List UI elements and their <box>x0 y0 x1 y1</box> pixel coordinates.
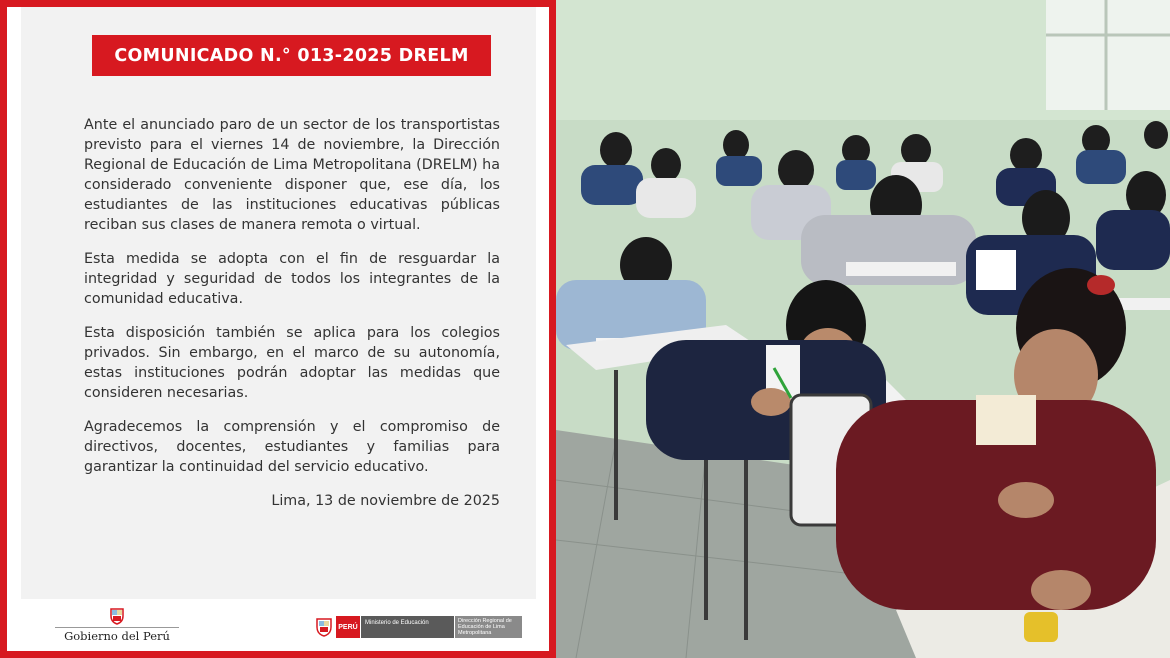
drelm-label: Dirección Regional de Educación de Lima Metropolitana <box>454 616 522 638</box>
paragraph-4: Agradecemos la comprensión y el compromiso de directivos, docentes, estudiantes y familias para garantizar la continuidad del servicio educativo. <box>84 419 500 475</box>
classroom-illustration <box>556 0 1170 658</box>
paragraph-3: Esta disposición también se aplica para los colegios privados. Sin embargo, en el marco de su autonomía, estas instituciones podrán adoptar las medidas que consideren necesarias. <box>84 325 500 401</box>
communique-footer <box>7 599 549 651</box>
paragraph-2: Esta medida se adopta con el fin de resguardar la integridad y seguridad de todos los integrantes de la comunidad educativa. <box>84 251 500 307</box>
peru-label: PERÚ <box>336 616 360 638</box>
ministerio-label: Ministerio de Educación <box>360 616 454 638</box>
glue-stick <box>1024 612 1058 642</box>
communique-body <box>84 115 500 525</box>
coat-of-arms-small-icon <box>315 617 333 637</box>
coat-of-arms-icon <box>108 607 126 625</box>
communique-paper <box>21 7 536 599</box>
paragraph-1: Ante el anunciado paro de un sector de los transportistas previsto para el viernes 14 de noviembre, la Dirección Regional de Educación de Lima Metropolitana (DRELM) ha considerado conveniente disponer que, ese día, los estudiantes de las instituciones educativas públicas reciban sus clases de manera remota o virtual. <box>84 117 500 233</box>
communique-title: COMUNICADO N.° 013-2025 DRELM <box>92 35 491 76</box>
minedu-drelm-logo <box>315 615 522 639</box>
communique-card <box>0 0 556 658</box>
gobierno-logo-text: Gobierno del Perú <box>64 629 170 643</box>
logo-divider <box>55 627 179 628</box>
gobierno-del-peru-logo <box>55 607 179 643</box>
place-date: Lima, 13 de noviembre de 2025 <box>271 493 500 509</box>
classroom-photo <box>556 0 1170 658</box>
